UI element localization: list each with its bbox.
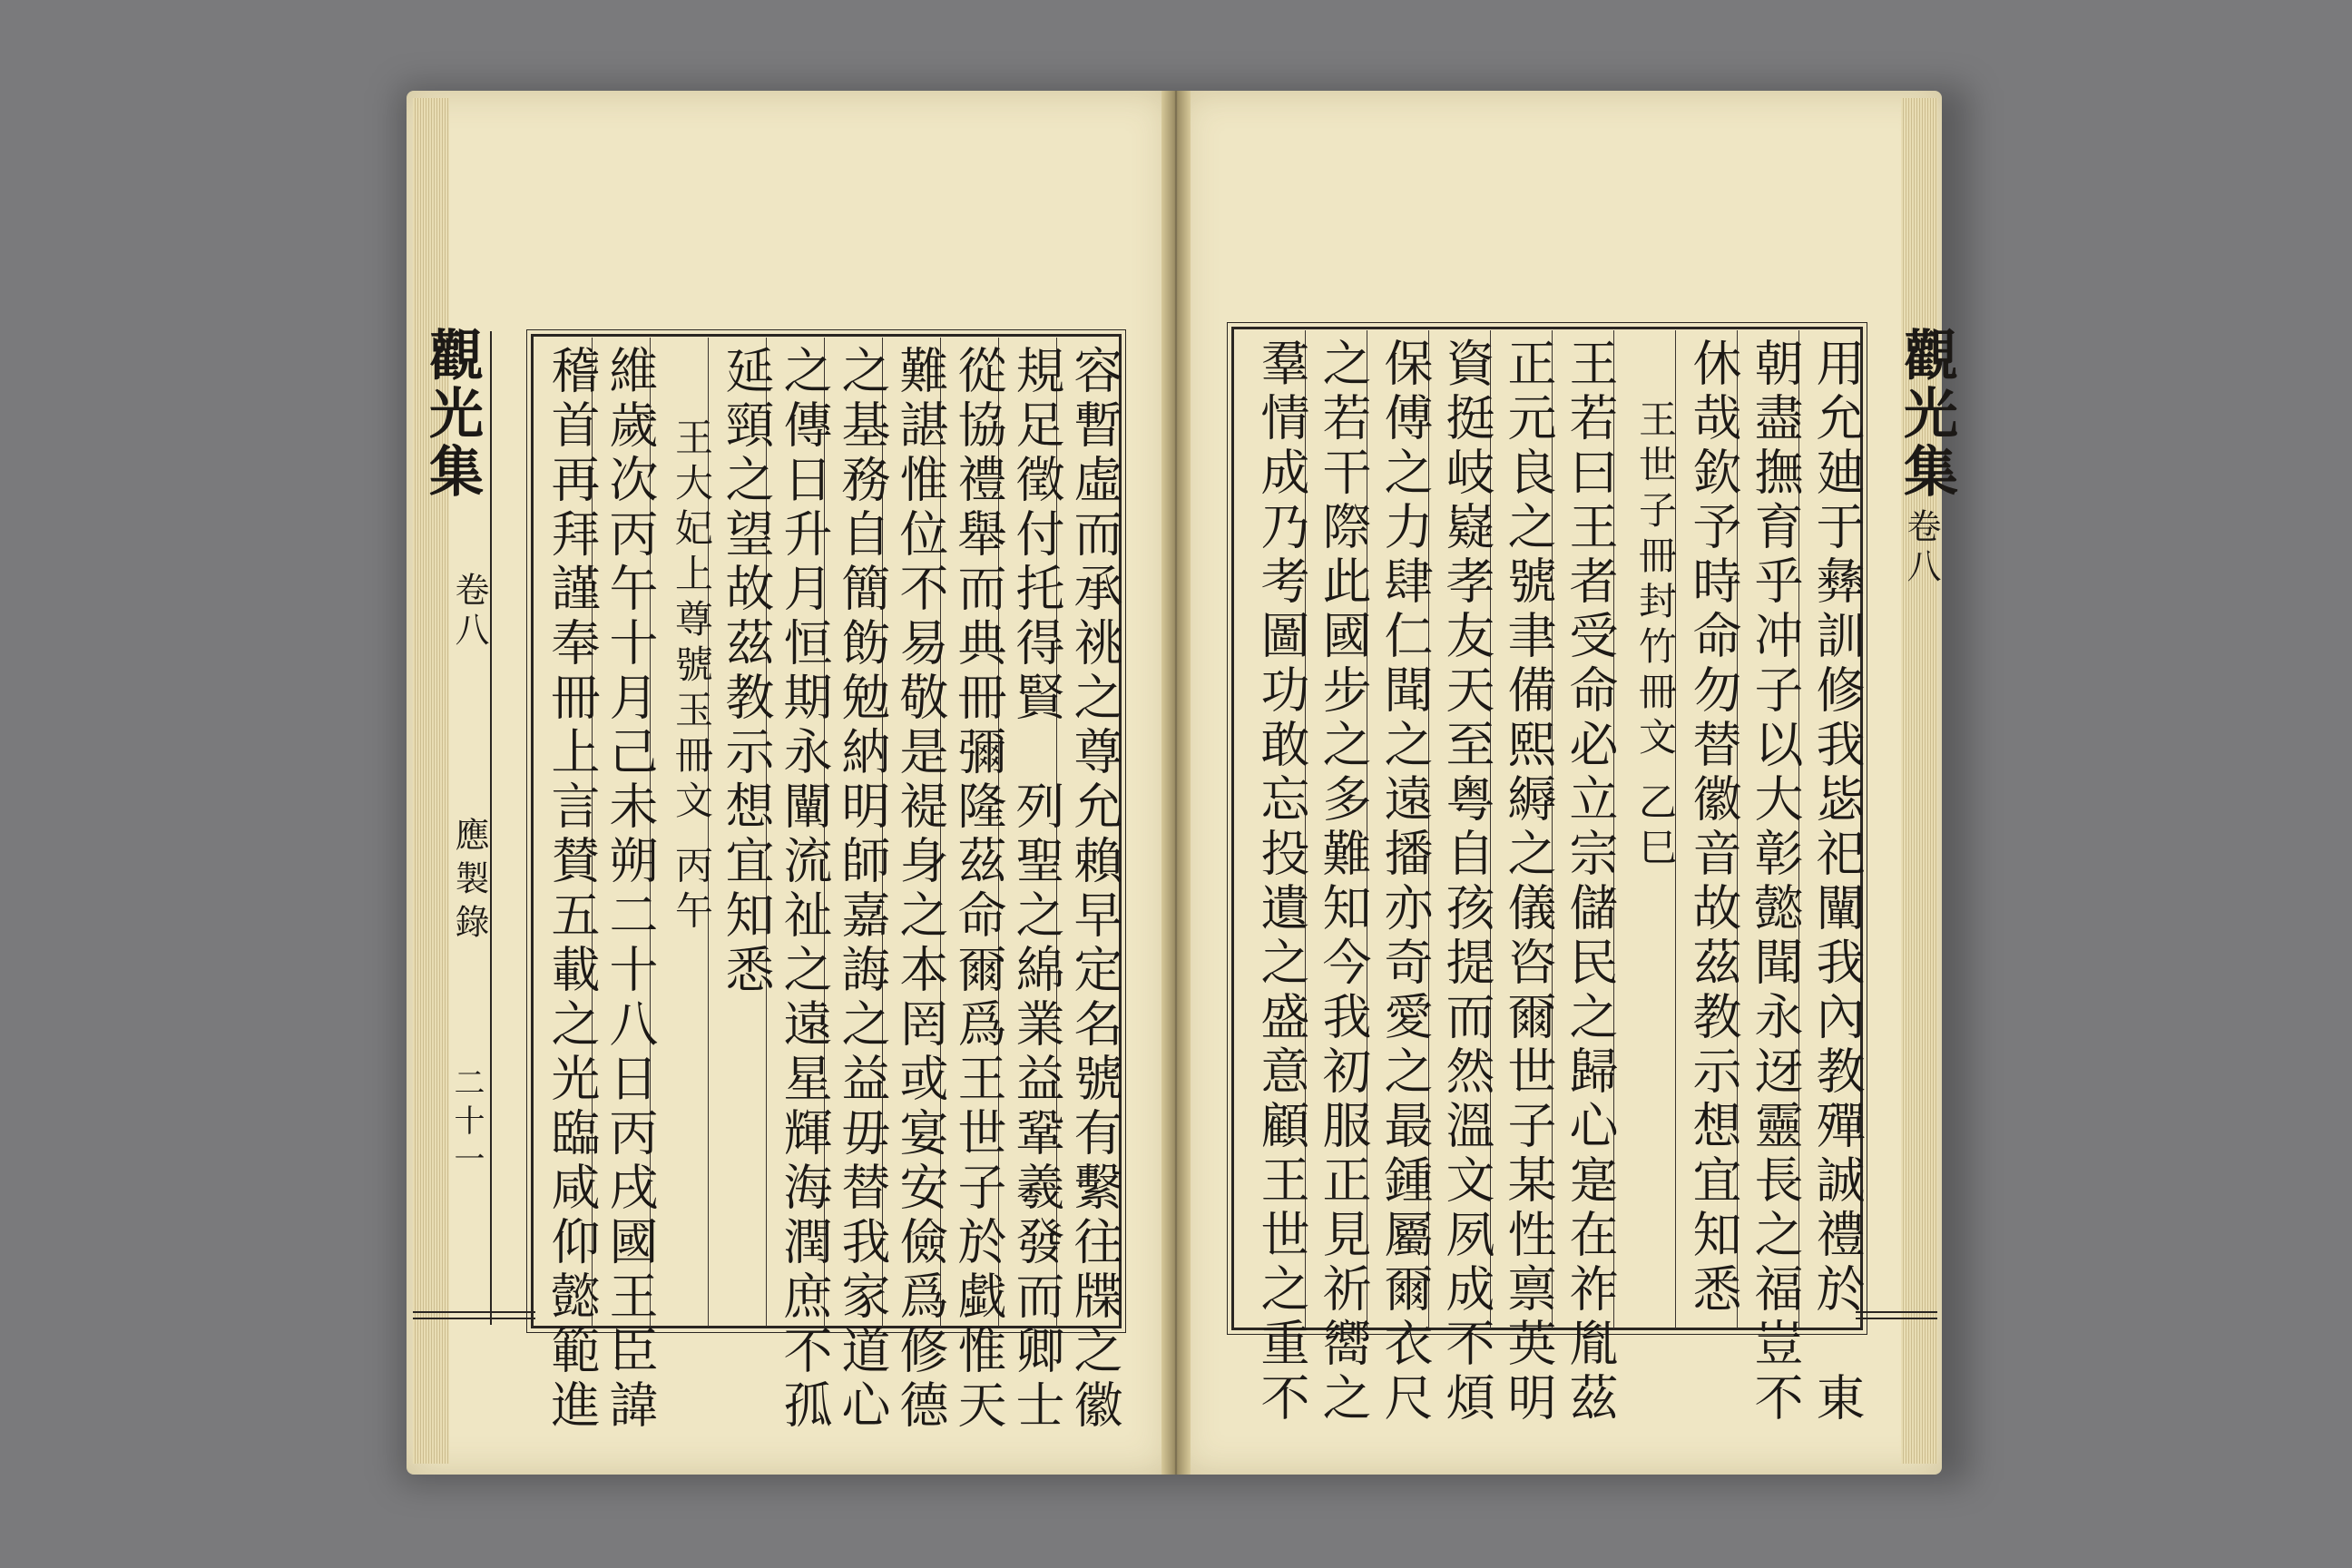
left-fold-section: 應製錄 — [449, 817, 489, 947]
right-text-column: 資挺岐嶷孝友天至粤自孩提而然溫文夙成不煩 — [1438, 338, 1495, 1426]
right-fold-title: 觀光集 — [1895, 327, 1958, 501]
right-text-column: 羣情成乃考圖功敢忘投遺之盛意顧王世之重不 — [1253, 338, 1310, 1426]
left-fold-title: 觀光集 — [420, 327, 484, 501]
left-fold-volume: 卷八 — [449, 572, 489, 652]
left-text-column: 從協禮舉而典冊彌隆茲命爾爲王世子於戱惟天 — [950, 345, 1007, 1434]
left-text-column: 之傳日升月恒期永闡流祉之遠星輝海潤庶不孤 — [776, 345, 833, 1434]
left-text-column: 難諶惟位不易敬是褆身之本罔或宴安儉爲修德 — [892, 345, 949, 1434]
left-text-column: 延頸之望故茲教示想宜知悉 — [718, 345, 775, 998]
left-bottom-rule — [413, 1311, 535, 1313]
right-bottom-rule — [1856, 1311, 1937, 1313]
left-heading-column: 王大妃上尊號玉冊文 丙午 — [670, 417, 714, 936]
right-bottom-rule-2 — [1856, 1318, 1937, 1319]
left-fold-line — [490, 331, 492, 1325]
left-bottom-rule-2 — [413, 1318, 535, 1319]
right-page-edges — [1901, 98, 1937, 1464]
right-text-column: 朝盡撫育乎冲子以大彰懿聞永迓靈長之福豈不 — [1747, 338, 1804, 1426]
left-text-column: 容暫虛而承祧之尊允賴早定名號有繫往牒之徽 — [1066, 345, 1123, 1434]
left-page-edges — [413, 98, 449, 1464]
book-gutter — [1161, 91, 1191, 1475]
left-text-column: 稽首再拜謹奉冊上言賛五載之光臨咸仰懿範進 — [544, 345, 601, 1434]
right-text-column: 保傅之力肆仁聞之遠播亦奇愛之最鍾屬爾衣尺 — [1377, 338, 1434, 1426]
left-text-column: 之基務自簡飭勉納明師嘉誨之益毋替我家道心 — [834, 345, 891, 1434]
right-text-column: 用允廸于彝訓修我毖祀闡我內教殫誠禮於 東 — [1808, 338, 1866, 1426]
left-text-column: 規足徵付托得賢 列聖之綿業益鞏羲發而卿士 — [1008, 345, 1065, 1434]
right-text-column: 正元良之號聿備熙縟之儀咨爾世子某性禀英明 — [1500, 338, 1557, 1426]
right-text-column: 休哉欽予時命勿替徽音故茲教示想宜知悉 — [1685, 338, 1742, 1318]
right-text-column: 王若曰王者受命必立宗儲民之歸心寔在祚胤茲 — [1562, 338, 1619, 1426]
right-heading-column: 王世子冊封竹冊文 乙巳 — [1633, 399, 1678, 873]
right-text-column: 之若干際此國步之多難知今我初服正見祈嚮之 — [1315, 338, 1372, 1426]
right-fold-volume: 卷八 — [1901, 508, 1941, 588]
left-fold-page-number: 二十一 — [448, 1066, 485, 1181]
left-text-column: 維歲次丙午十月己未朔二十八日丙戌國王臣諱 — [602, 345, 659, 1434]
